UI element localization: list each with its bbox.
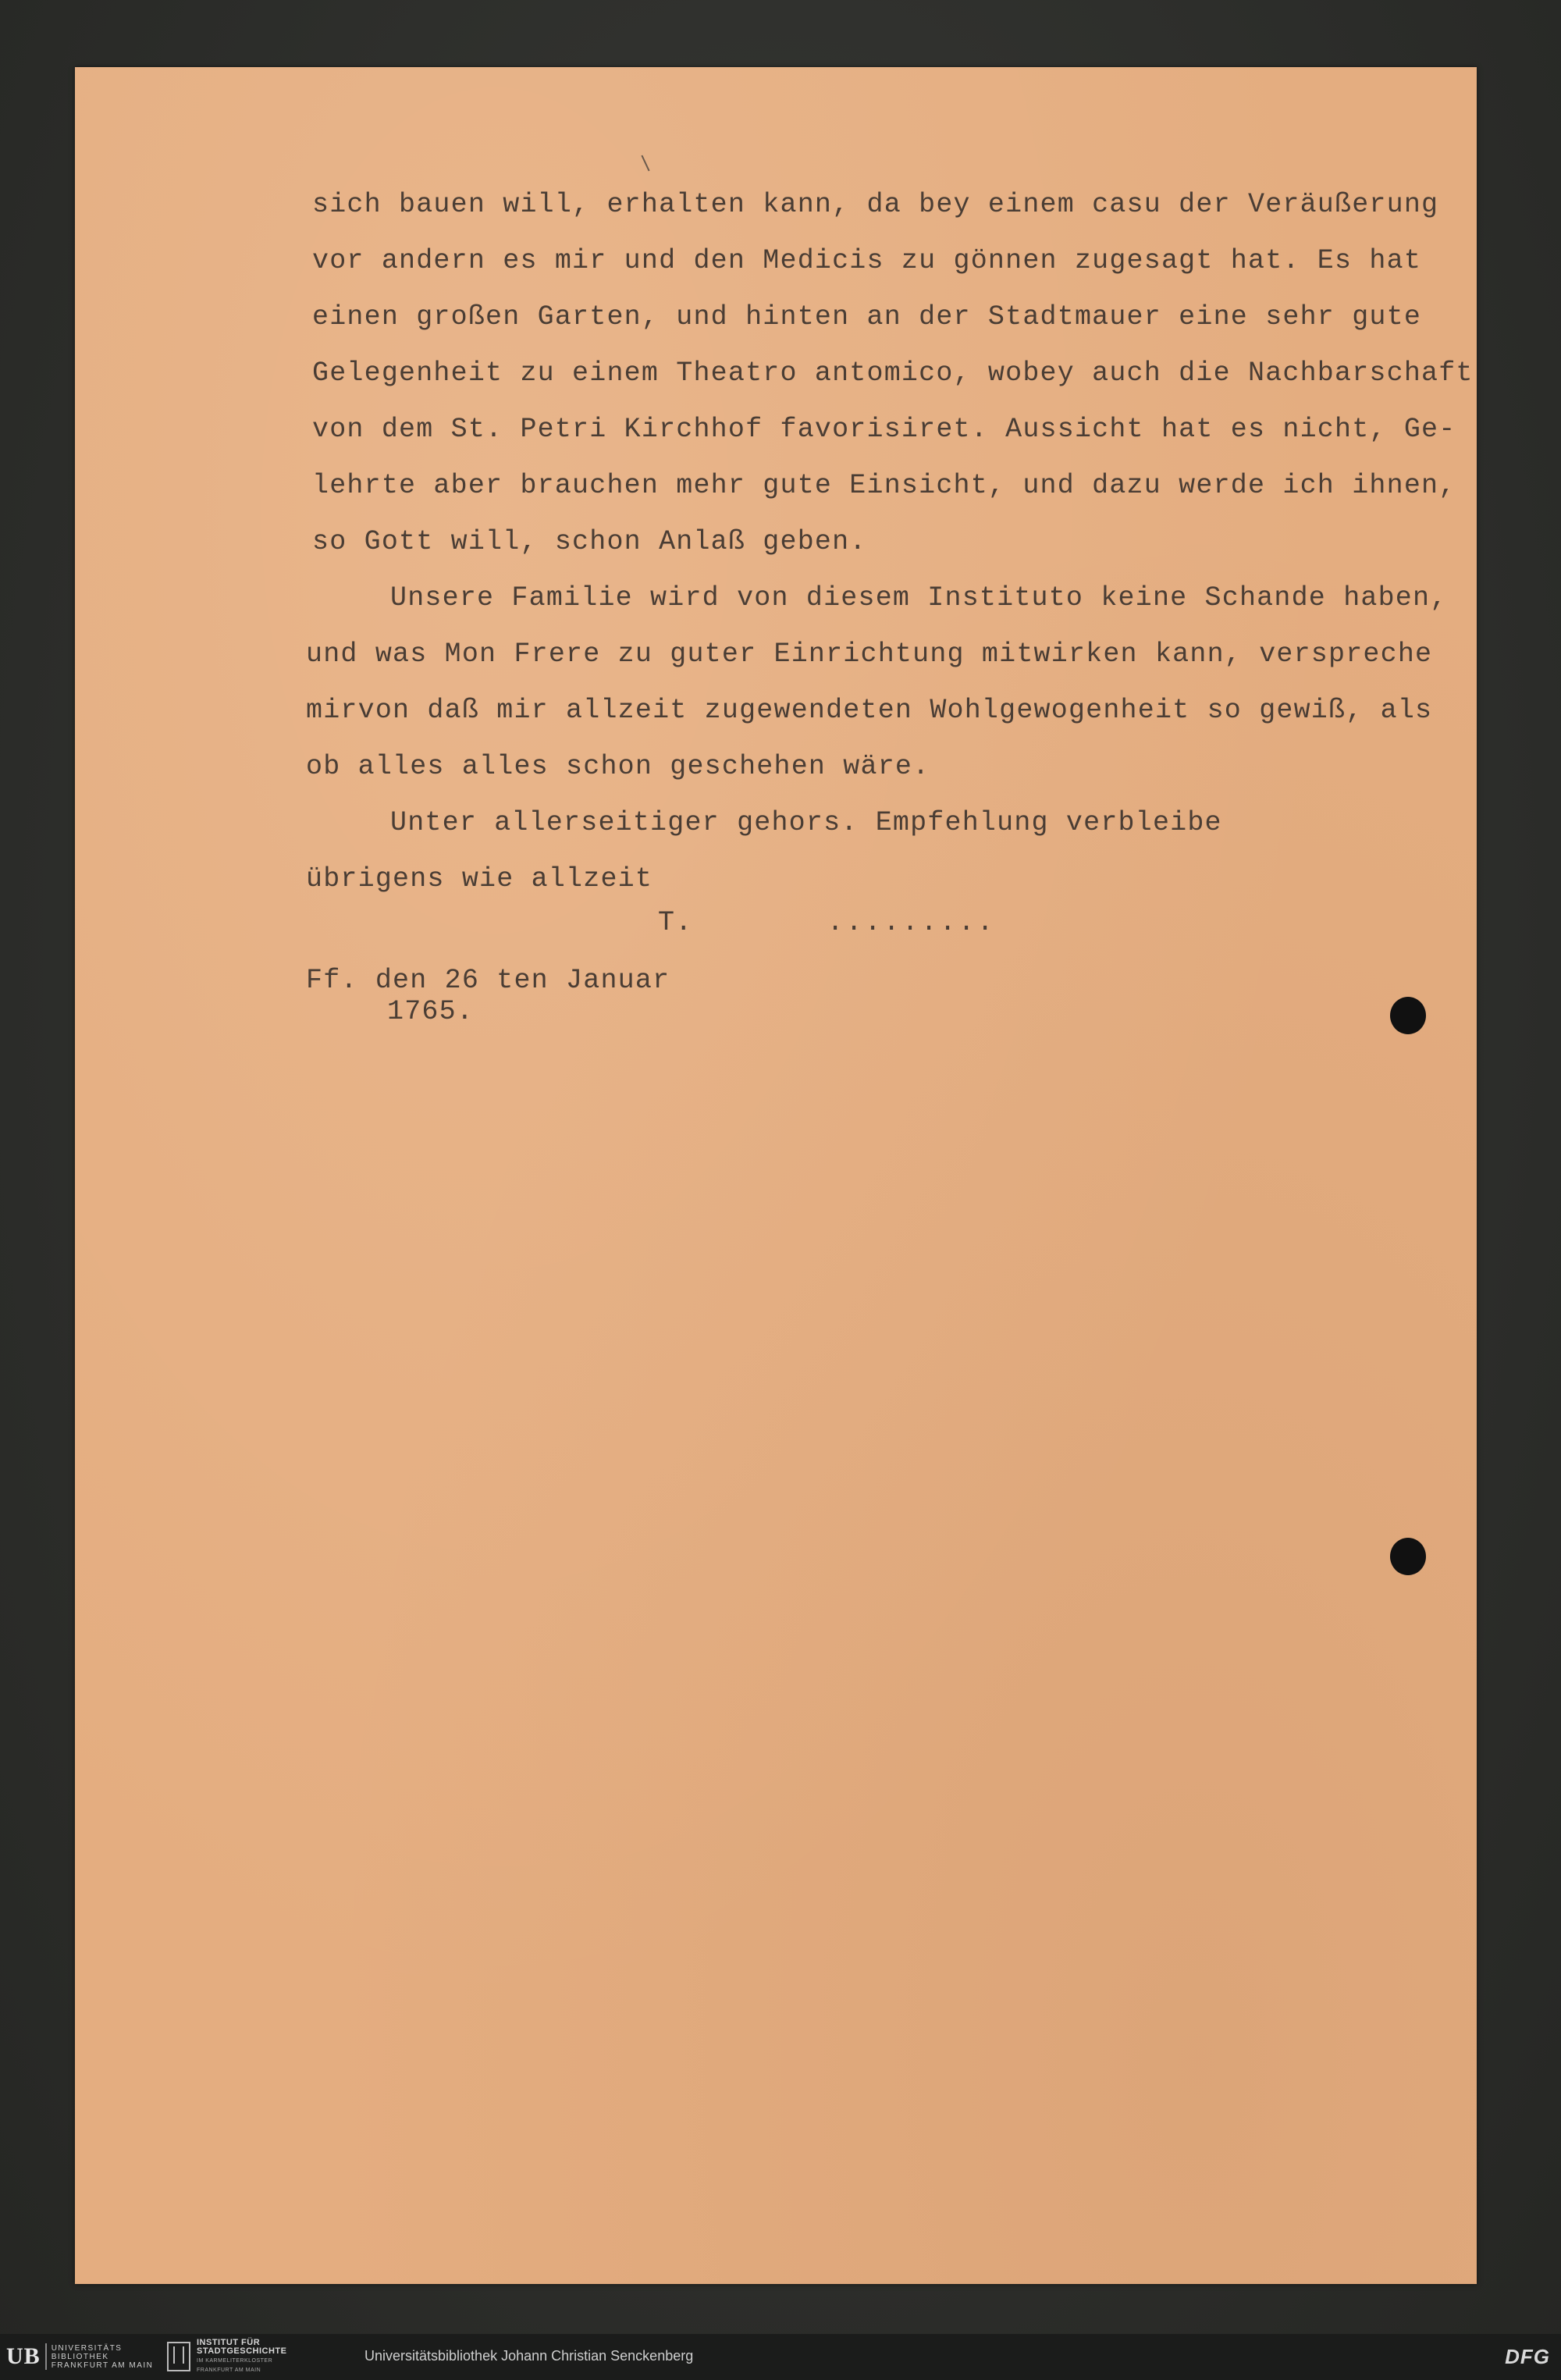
institute-building-icon [167, 2342, 190, 2371]
ub-logo-mark: UB [6, 2343, 47, 2370]
punch-hole-upper [1390, 997, 1426, 1034]
institute-line-1: INSTITUT FÜR [197, 2338, 261, 2347]
date-year: 1765. [387, 996, 475, 1027]
letter-body [306, 176, 1474, 907]
letter-line-6: lehrte aber brauchen mehr gute Einsicht, und dazu werde ich ihnen, [312, 470, 1456, 501]
letter-line-8: Unsere Familie wird von diesem Instituto keine Schande haben, [390, 582, 1448, 614]
institute-logo-text [197, 2339, 286, 2375]
letter-line-1: sich bauen will, erhalten kann, da bey einem casu der Veräußerung [312, 189, 1439, 220]
letter-line-10: mirvon daß mir allzeit zugewendeten Wohlgewogenheit so gewiß, als [306, 695, 1433, 726]
institute-line-2: STADTGESCHICHTE [197, 2346, 287, 2356]
ub-library-logo[interactable] [6, 2342, 159, 2371]
dfg-logo[interactable]: DFG [1505, 2345, 1550, 2368]
letter-line-11: ob alles alles schon geschehen wäre. [306, 751, 930, 782]
punch-hole-lower [1390, 1538, 1426, 1575]
ub-logo-line-3: FRANKFURT AM MAIN [51, 2360, 154, 2370]
institute-line-4: FRANKFURT AM MAIN [197, 2368, 261, 2373]
letter-line-5: von dem St. Petri Kirchhof favorisiret. Aussicht hat es nicht, Ge- [312, 414, 1456, 445]
signature [658, 907, 996, 938]
letter-date [306, 965, 670, 1027]
letter-line-2: vor andern es mir und den Medicis zu gönnen zugesagt hat. Es hat [312, 245, 1422, 276]
footer-caption: Universitätsbibliothek Johann Christian Senckenberg [364, 2348, 694, 2364]
signature-initial: T. [658, 907, 693, 938]
date-line: Ff. den 26 ten Januar [306, 965, 670, 996]
ub-logo-line-2: BIBLIOTHEK [51, 2352, 109, 2361]
signature-dots: ......... [827, 907, 996, 938]
institute-line-3: IM KARMELITERKLOSTER [197, 2358, 273, 2364]
institute-logo[interactable] [167, 2338, 347, 2373]
letter-line-12: Unter allerseitiger gehors. Empfehlung verbleibe [390, 807, 1222, 838]
ub-logo-line-1: UNIVERSITÄTS [51, 2343, 123, 2353]
letter-line-3: einen großen Garten, und hinten an der Stadtmauer eine sehr gute [312, 301, 1422, 333]
ub-logo-text [52, 2344, 154, 2370]
letter-line-4: Gelegenheit zu einem Theatro antomico, wobey auch die Nachbarschaft [312, 358, 1474, 389]
letter-line-9: und was Mon Frere zu guter Einrichtung mitwirken kann, verspreche [306, 639, 1433, 670]
letter-line-7: so Gott will, schon Anlaß geben. [312, 526, 867, 557]
letter-line-13: übrigens wie allzeit [306, 863, 653, 895]
viewer-footer [0, 2334, 1561, 2380]
